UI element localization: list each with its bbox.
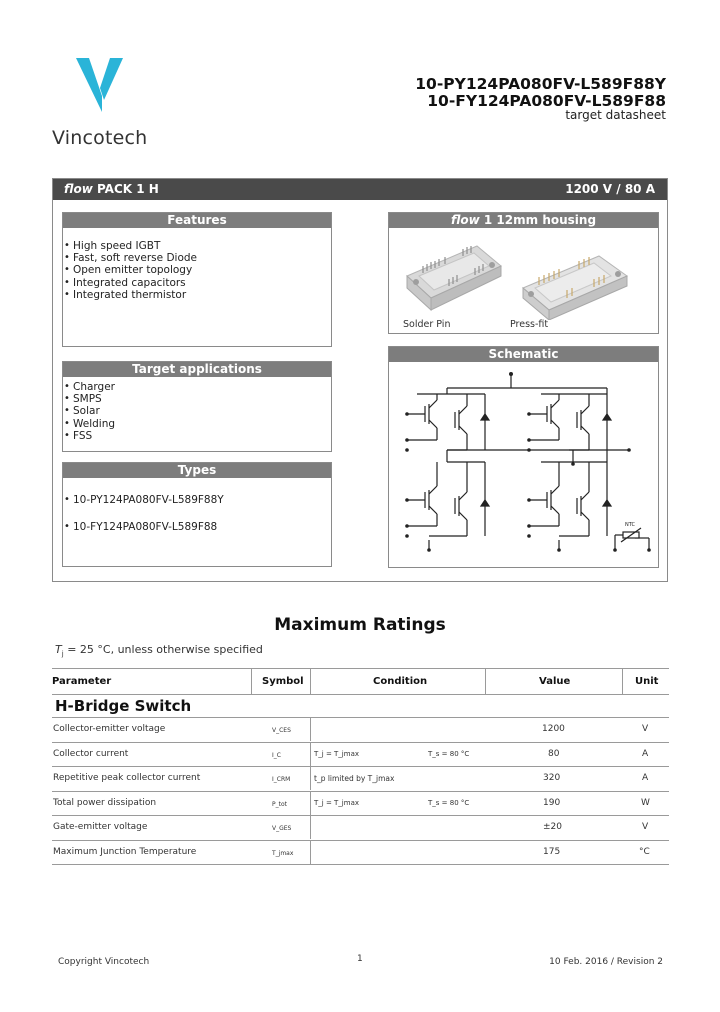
features-box <box>62 212 332 347</box>
cell-symbol: I_CRM <box>272 776 291 783</box>
housing-title <box>389 213 658 228</box>
cell-value: 320 <box>543 773 561 783</box>
cell-unit: °C <box>639 846 650 857</box>
cell-parameter: Repetitive peak collector current <box>53 773 201 783</box>
note-text: = 25 °C, unless otherwise specified <box>67 643 263 656</box>
applications-title: Target applications <box>63 362 331 377</box>
schematic-title: Schematic <box>389 347 658 362</box>
vincotech-logo-icon <box>76 58 124 112</box>
cell-symbol: I_C <box>272 751 281 759</box>
col-value: Value <box>539 676 571 687</box>
table-row <box>52 841 669 866</box>
types-title: Types <box>63 463 331 478</box>
list-item: • Fast, soft reverse Diode <box>63 252 331 264</box>
housing-caption-pressfit: Press-fit <box>510 319 549 330</box>
cell-unit: V <box>642 724 649 734</box>
list-item: • Charger <box>63 381 331 393</box>
ratings-title: Maximum Ratings <box>274 615 446 635</box>
cell-condition2: T_s = 80 °C <box>428 749 470 758</box>
list-item: • Integrated thermistor <box>63 289 331 301</box>
cell-unit: A <box>642 773 649 783</box>
cell-unit: A <box>642 748 649 759</box>
list-item: • Open emitter topology <box>63 264 331 276</box>
cell-parameter: Collector current <box>53 748 129 759</box>
cell-value: ±20 <box>543 822 562 832</box>
schematic-diagram-icon <box>389 362 658 567</box>
cell-value: 175 <box>543 846 561 857</box>
cell-symbol: V_CES <box>272 727 291 734</box>
housing-box <box>388 212 659 334</box>
cell-condition: T_j = T_jmax <box>314 749 360 758</box>
list-item: • FSS <box>63 430 331 442</box>
list-item: • Solar <box>63 405 331 417</box>
cell-parameter: Total power dissipation <box>53 797 157 808</box>
footer-copyright: Copyright Vincotech <box>58 957 150 967</box>
cell-symbol: P_tot <box>272 800 287 808</box>
table-header <box>52 668 669 695</box>
col-parameter: Parameter <box>52 676 112 687</box>
footer-revision: 10 Feb. 2016 / Revision 2 <box>549 957 663 967</box>
module-photo-icon <box>389 228 658 320</box>
brand-name: Vincotech <box>52 127 148 149</box>
thermistor-label: NTC <box>625 522 635 528</box>
applications-box <box>62 361 332 452</box>
family-prefix: flow <box>64 182 93 196</box>
datasheet-type: target datasheet <box>565 108 666 122</box>
section-title-row <box>52 695 669 718</box>
cell-value: 80 <box>548 748 560 759</box>
note-symbol-sub: j <box>61 650 64 659</box>
cell-condition: t_p limited by T_jmax <box>314 774 395 783</box>
cell-condition2: T_s = 80 °C <box>428 798 470 807</box>
product-rating: 1200 V / 80 A <box>565 182 655 196</box>
features-title: Features <box>63 213 331 228</box>
cell-symbol: V_GES <box>272 825 292 832</box>
product-header <box>53 179 667 200</box>
housing-title-rest: 1 12mm housing <box>483 213 597 227</box>
part-number-2: 10-FY124PA080FV-L589F88 <box>427 92 666 110</box>
features-list <box>63 240 331 301</box>
cell-unit: V <box>642 822 649 832</box>
list-item: • SMPS <box>63 393 331 405</box>
table-row <box>52 718 669 743</box>
cell-value: 1200 <box>542 724 565 734</box>
list-item: • High speed IGBT <box>63 240 331 252</box>
types-box <box>62 462 332 567</box>
list-item: • Integrated capacitors <box>63 277 331 289</box>
table-row <box>52 743 669 768</box>
ratings-table <box>52 668 669 865</box>
family-name: PACK 1 H <box>96 182 159 196</box>
part-number-1: 10-PY124PA080FV-L589F88Y <box>415 75 666 93</box>
col-condition: Condition <box>373 676 428 687</box>
note-symbol: T <box>55 643 62 656</box>
list-item: • 10-PY124PA080FV-L589F88Y <box>63 494 331 506</box>
list-item: • Welding <box>63 418 331 430</box>
col-unit: Unit <box>635 676 659 687</box>
cell-parameter: Maximum Junction Temperature <box>53 846 197 857</box>
types-list <box>63 494 331 533</box>
housing-title-prefix: flow <box>450 213 480 227</box>
section-title: H-Bridge Switch <box>55 697 192 715</box>
table-row <box>52 816 669 841</box>
applications-list <box>63 381 331 442</box>
table-row <box>52 792 669 817</box>
schematic-box <box>388 346 659 568</box>
housing-caption-solder: Solder Pin <box>403 319 451 330</box>
product-family <box>64 182 159 196</box>
cell-parameter: Collector-emitter voltage <box>53 724 166 734</box>
cell-symbol: T_jmax <box>272 849 294 857</box>
table-row <box>52 767 669 792</box>
cell-condition: T_j = T_jmax <box>314 798 360 807</box>
cell-parameter: Gate-emitter voltage <box>53 822 148 832</box>
list-item: • 10-FY124PA080FV-L589F88 <box>63 521 331 533</box>
col-symbol: Symbol <box>262 676 304 687</box>
cell-unit: W <box>641 797 650 808</box>
cell-value: 190 <box>543 797 561 808</box>
ratings-note <box>55 643 263 658</box>
footer-page-number: 1 <box>357 954 363 964</box>
